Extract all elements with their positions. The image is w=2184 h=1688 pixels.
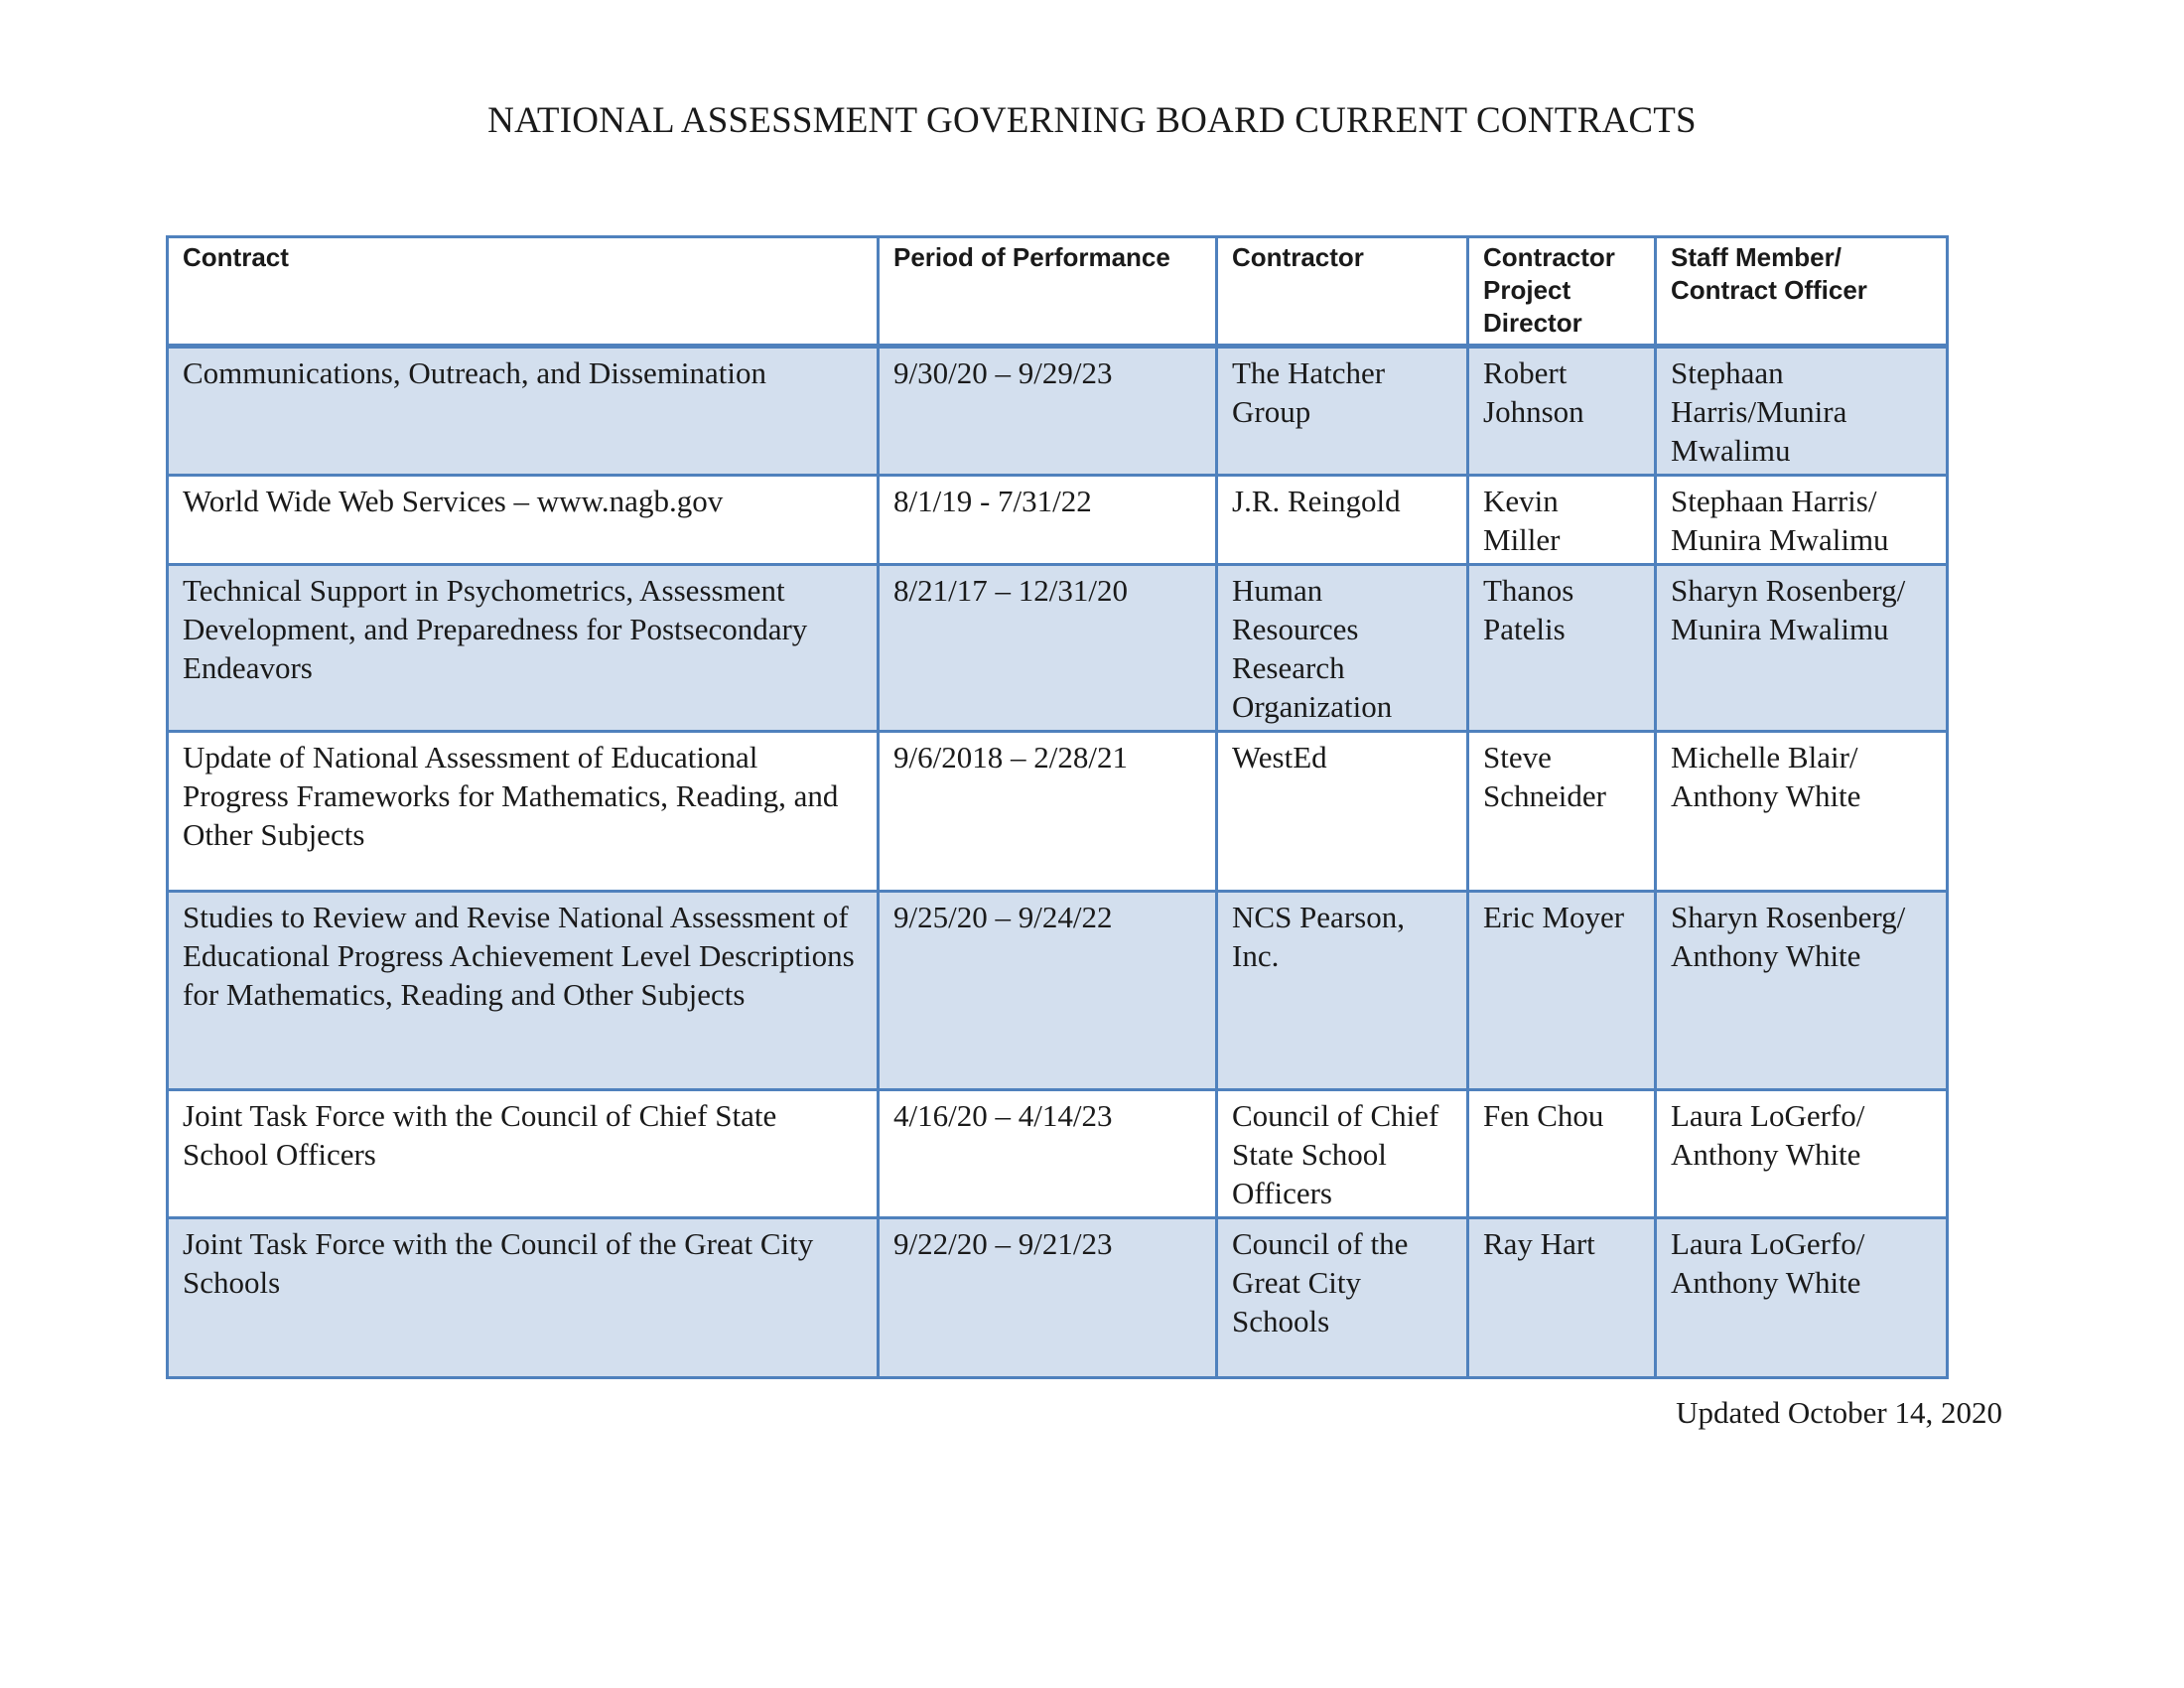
cell-period: 9/25/20 – 9/24/22 bbox=[879, 892, 1217, 1090]
cell-director: Fen Chou bbox=[1468, 1090, 1656, 1218]
cell-contract: Studies to Review and Revise National Assessment of Educational Progress Achievement Level Descriptions for Mathematics, Reading and Other Subjects bbox=[168, 892, 879, 1090]
table-row bbox=[168, 892, 1948, 1090]
contracts-table bbox=[166, 235, 1949, 1379]
cell-contract: Technical Support in Psychometrics, Assessment Development, and Preparedness for Postsecondary Endeavors bbox=[168, 565, 879, 732]
table-row bbox=[168, 1090, 1948, 1218]
header-contractor: Contractor bbox=[1217, 237, 1468, 347]
cell-director: Ray Hart bbox=[1468, 1218, 1656, 1378]
cell-staff: Laura LoGerfo/ Anthony White bbox=[1656, 1090, 1948, 1218]
cell-staff: Laura LoGerfo/ Anthony White bbox=[1656, 1218, 1948, 1378]
updated-date-note: Updated October 14, 2020 bbox=[1676, 1395, 2002, 1430]
cell-staff: Stephaan Harris/Munira Mwalimu bbox=[1656, 347, 1948, 476]
table-row bbox=[168, 476, 1948, 565]
table-row bbox=[168, 565, 1948, 732]
header-contract: Contract bbox=[168, 237, 879, 347]
cell-contractor: The Hatcher Group bbox=[1217, 347, 1468, 476]
cell-period: 8/21/17 – 12/31/20 bbox=[879, 565, 1217, 732]
cell-contract: Joint Task Force with the Council of Chief State School Officers bbox=[168, 1090, 879, 1218]
cell-period: 9/30/20 – 9/29/23 bbox=[879, 347, 1217, 476]
cell-period: 8/1/19 - 7/31/22 bbox=[879, 476, 1217, 565]
cell-director: Eric Moyer bbox=[1468, 892, 1656, 1090]
table-row bbox=[168, 347, 1948, 476]
cell-director: Thanos Patelis bbox=[1468, 565, 1656, 732]
header-staff-member-contract-officer: Staff Member/ Contract Officer bbox=[1656, 237, 1948, 347]
cell-director: Steve Schneider bbox=[1468, 732, 1656, 892]
cell-contractor: Council of Chief State School Officers bbox=[1217, 1090, 1468, 1218]
page-title: NATIONAL ASSESSMENT GOVERNING BOARD CURRENT CONTRACTS bbox=[487, 100, 1697, 141]
cell-staff: Stephaan Harris/ Munira Mwalimu bbox=[1656, 476, 1948, 565]
cell-contract: Communications, Outreach, and Dissemination bbox=[168, 347, 879, 476]
cell-period: 9/22/20 – 9/21/23 bbox=[879, 1218, 1217, 1378]
cell-staff: Sharyn Rosenberg/ Munira Mwalimu bbox=[1656, 565, 1948, 732]
cell-director: Kevin Miller bbox=[1468, 476, 1656, 565]
cell-period: 4/16/20 – 4/14/23 bbox=[879, 1090, 1217, 1218]
cell-staff: Sharyn Rosenberg/ Anthony White bbox=[1656, 892, 1948, 1090]
cell-contractor: WestEd bbox=[1217, 732, 1468, 892]
header-period-of-performance: Period of Performance bbox=[879, 237, 1217, 347]
table-header-row bbox=[168, 237, 1948, 347]
cell-contract: Joint Task Force with the Council of the Great City Schools bbox=[168, 1218, 879, 1378]
header-contractor-project-director: Contractor Project Director bbox=[1468, 237, 1656, 347]
cell-contractor: J.R. Reingold bbox=[1217, 476, 1468, 565]
cell-contract: World Wide Web Services – www.nagb.gov bbox=[168, 476, 879, 565]
cell-director: Robert Johnson bbox=[1468, 347, 1656, 476]
cell-contractor: Human Resources Research Organization bbox=[1217, 565, 1468, 732]
table-row bbox=[168, 1218, 1948, 1378]
cell-contractor: NCS Pearson, Inc. bbox=[1217, 892, 1468, 1090]
cell-period: 9/6/2018 – 2/28/21 bbox=[879, 732, 1217, 892]
cell-staff: Michelle Blair/ Anthony White bbox=[1656, 732, 1948, 892]
cell-contractor: Council of the Great City Schools bbox=[1217, 1218, 1468, 1378]
table-row bbox=[168, 732, 1948, 892]
cell-contract: Update of National Assessment of Educational Progress Frameworks for Mathematics, Reading, and Other Subjects bbox=[168, 732, 879, 892]
